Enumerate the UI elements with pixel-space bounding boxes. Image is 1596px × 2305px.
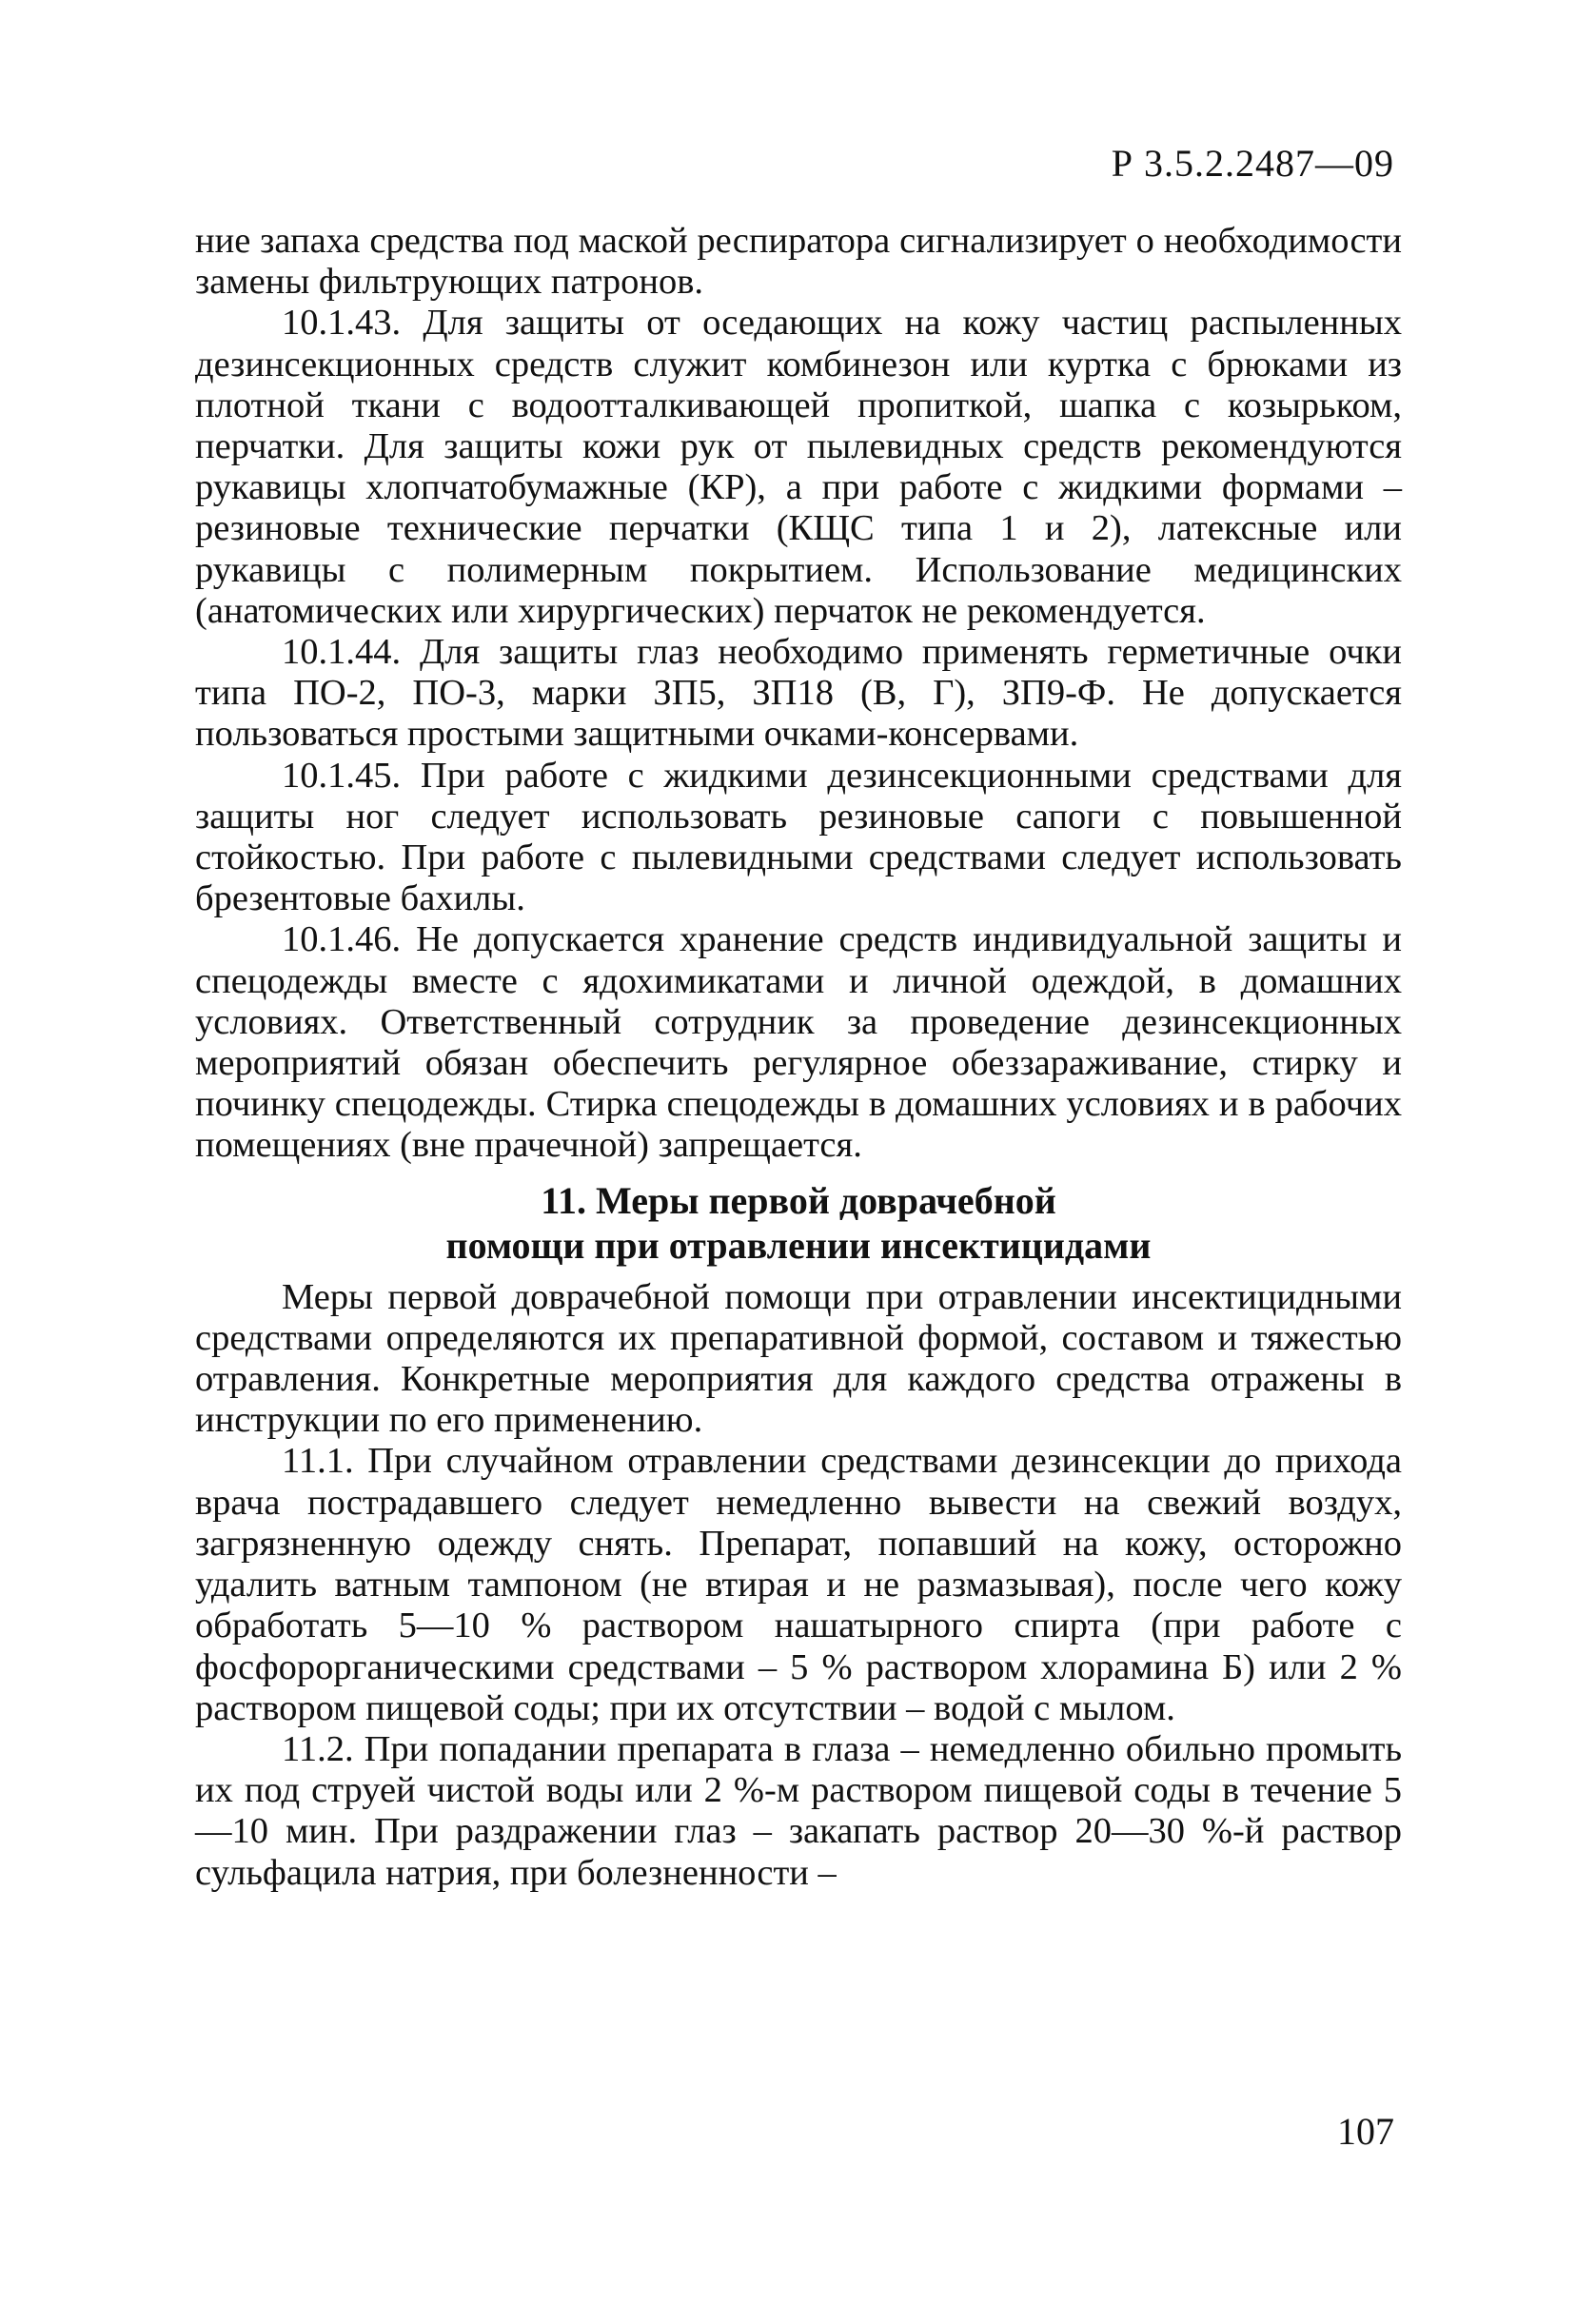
page-number: 107 (1337, 2110, 1394, 2153)
document-code: Р 3.5.2.2487—09 (1111, 142, 1394, 185)
section-11-heading-line1: 11. Меры первой доврачебной (541, 1178, 1056, 1222)
paragraph-10-1-44: 10.1.44. Для защиты глаз необходимо применять герметичные очки типа ПО-2, ПО-3, марки ЗП5, ЗП18 (В, Г), ЗП9-Ф. Не допускается пользоваться простыми защитными очками-консервами. (195, 632, 1402, 755)
section-11-intro: Меры первой доврачебной помощи при отравлении инсектицидными средствами определяются их препаративной формой, составом и тяжестью отравления. Конкретные мероприятия для каждого средства отражены в инструкции по его применению. (195, 1276, 1402, 1441)
section-11-heading (195, 1178, 1402, 1268)
section-11-heading-line2: помощи при отравлении инсектицидами (445, 1223, 1152, 1267)
paragraph-10-1-43: 10.1.43. Для защиты от оседающих на кожу частиц распыленных дезинсекционных средств служит комбинезон или куртка с брюками из плотной ткани с водоотталкивающей пропиткой, шапка с козырьком, перчатки. Для защиты кожи рук от пылевидных средств рекомендуются рукавицы хлопчатобумажные (КР), а при работе с жидкими формами – резиновые технические перчатки (КЩС типа 1 и 2), латексные или рукавицы с полимерным покрытием. Использование медицинских (анатомических или хирургических) перчаток не рекомендуется. (195, 303, 1402, 631)
page-content (195, 221, 1402, 1894)
paragraph-10-1-46: 10.1.46. Не допускается хранение средств индивидуальной защиты и спецодежды вместе с ядохимикатами и личной одеждой, в домашних условиях. Ответственный сотрудник за проведение дезинсекционных мероприятий обязан обеспечить регулярное обеззараживание, стирку и починку спецодежды. Стирка спецодежды в домашних условиях и в рабочих помещениях (вне прачечной) запрещается. (195, 919, 1402, 1166)
paragraph-11-2: 11.2. При попадании препарата в глаза – немедленно обильно промыть их под струей чистой воды или 2 %-м раствором пищевой соды в течение 5—10 мин. При раздражении глаз – закапать раствор 20—30 %-й раствор сульфацила натрия, при болезненности – (195, 1728, 1402, 1893)
paragraph-continuation: ние запаха средства под маской респиратора сигнализирует о необходимости замены фильтрующих патронов. (195, 221, 1402, 303)
paragraph-11-1: 11.1. При случайном отравлении средствами дезинсекции до прихода врача пострадавшего следует немедленно вывести на свежий воздух, загрязненную одежду снять. Препарат, попавший на кожу, осторожно удалить ватным тампоном (не втирая и не размазывая), после чего кожу обработать 5—10 % раствором нашатырного спирта (при работе с фосфорорганическими средствами – 5 % раствором хлорамина Б) или 2 % раствором пищевой соды; при их отсутствии – водой с мылом. (195, 1441, 1402, 1728)
paragraph-10-1-45: 10.1.45. При работе с жидкими дезинсекционными средствами для защиты ног следует использовать резиновые сапоги с повышенной стойкостью. При работе с пылевидными средствами следует использовать брезентовые бахилы. (195, 755, 1402, 919)
